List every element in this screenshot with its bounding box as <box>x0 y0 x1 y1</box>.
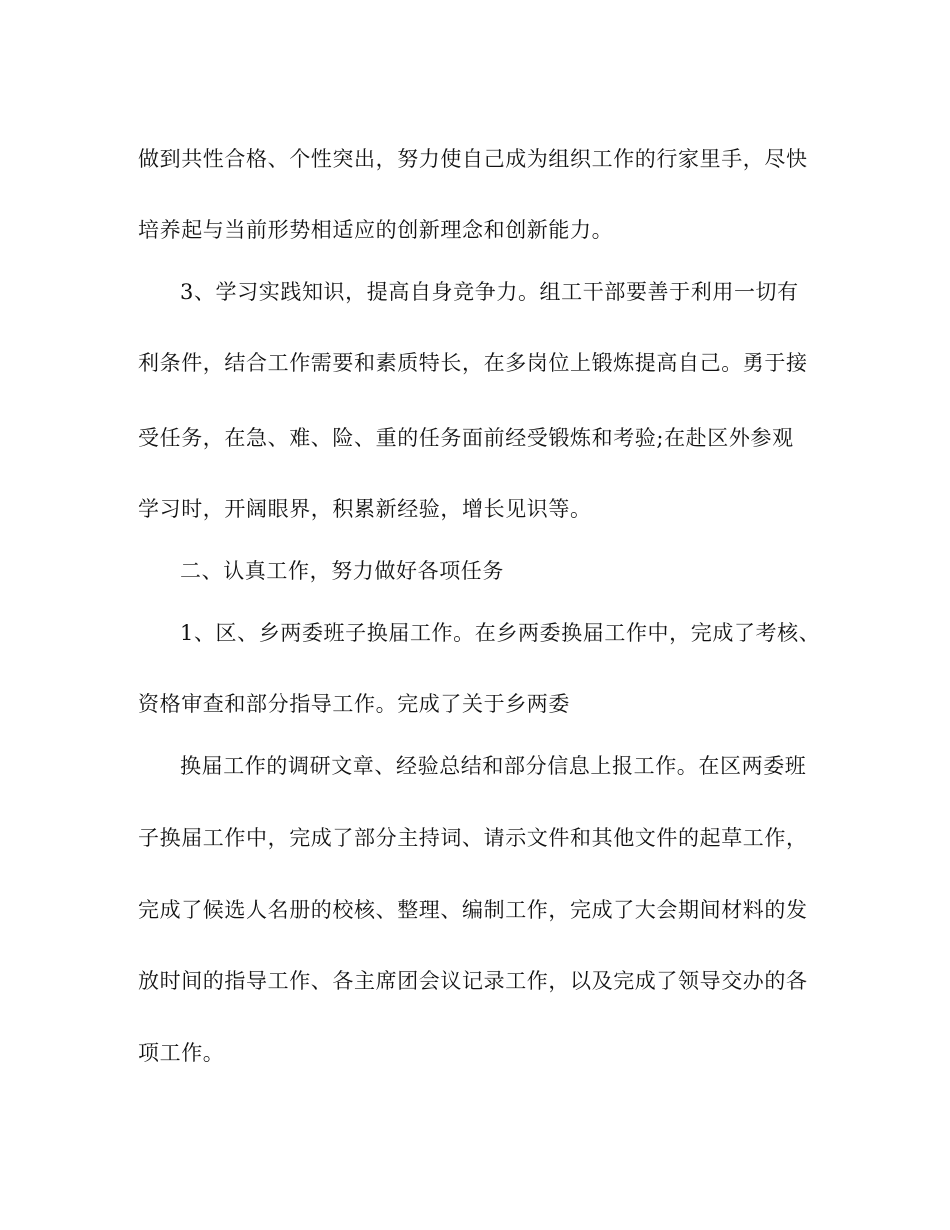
paragraph-line: 3、学习实践知识，提高自身竞争力。组工干部要善于利用一切有 <box>180 280 799 304</box>
paragraph-line: 资格审查和部分指导工作。完成了关于乡两委 <box>138 692 570 716</box>
section-heading: 二、认真工作，努力做好各项任务 <box>180 559 504 583</box>
paragraph-line: 培养起与当前形势相适应的创新理念和创新能力。 <box>138 218 614 242</box>
paragraph-line: 学习时，开阔眼界，积累新经验，增长见识等。 <box>138 497 592 521</box>
paragraph-line: 放时间的指导工作、各主席团会议记录工作，以及完成了领导交办的各 <box>138 969 808 993</box>
paragraph-line: 1、区、乡两委班子换届工作。在乡两委换届工作中，完成了考核、 <box>180 621 821 645</box>
paragraph-line: 利条件，结合工作需要和素质特长，在多岗位上锻炼提高自己。勇于接 <box>138 351 808 375</box>
paragraph-line: 换届工作的调研文章、经验总结和部分信息上报工作。在区两委班 <box>180 754 807 778</box>
paragraph-line: 完成了候选人名册的校核、整理、编制工作，完成了大会期间材料的发 <box>138 898 808 922</box>
paragraph-line: 做到共性合格、个性突出，努力使自己成为组织工作的行家里手，尽快 <box>138 147 808 171</box>
paragraph-line: 子换届工作中，完成了部分主持词、请示文件和其他文件的起草工作， <box>138 826 808 850</box>
paragraph-line: 受任务，在急、难、险、重的任务面前经受锻炼和考验;在赴区外参观 <box>138 426 794 450</box>
paragraph-line: 项工作。 <box>138 1041 225 1065</box>
